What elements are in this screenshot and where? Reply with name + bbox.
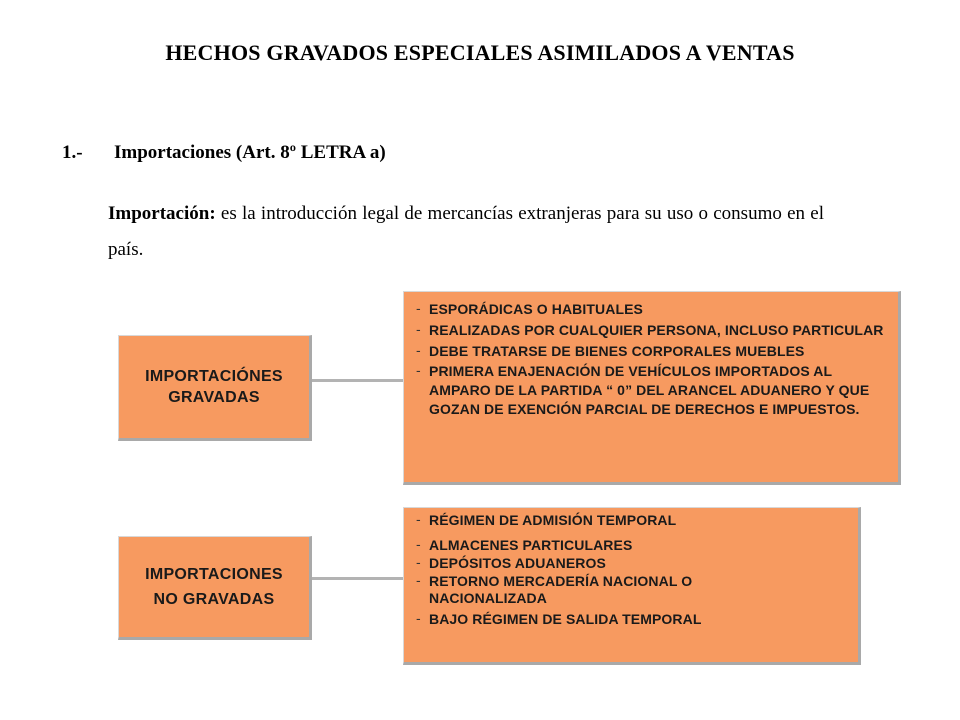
list-item: - ALMACENES PARTICULARES bbox=[414, 537, 844, 554]
section-number: 1.- bbox=[62, 142, 83, 163]
list-item: - RETORNO MERCADERÍA NACIONAL O NACIONALIZADA bbox=[414, 573, 759, 607]
definition-paragraph bbox=[108, 196, 824, 268]
gravadas-list bbox=[414, 301, 884, 419]
no-gravadas-list-box bbox=[403, 507, 861, 665]
no-gravadas-label: IMPORTACIONES NO GRAVADAS bbox=[145, 566, 283, 608]
definition-term: Importación: bbox=[108, 203, 216, 224]
no-gravadas-label-box bbox=[118, 536, 312, 640]
page-title: HECHOS GRAVADOS ESPECIALES ASIMILADOS A VENTAS bbox=[165, 40, 795, 65]
list-item: - REALIZADAS POR CUALQUIER PERSONA, INCLUSO PARTICULAR bbox=[414, 322, 884, 339]
list-item: - PRIMERA ENAJENACIÓN DE VEHÍCULOS IMPORTADOS AL AMPARO DE LA PARTIDA “ 0” DEL ARANCEL ADUANERO Y QUE GOZAN DE EXENCIÓN PARCIAL DE DERECHOS E IMPUESTOS. bbox=[414, 362, 884, 419]
list-item: - RÉGIMEN DE ADMISIÓN TEMPORAL bbox=[414, 512, 844, 529]
gravadas-list-box bbox=[403, 291, 901, 485]
list-item: - BAJO RÉGIMEN DE SALIDA TEMPORAL bbox=[414, 611, 844, 628]
gravadas-label-box bbox=[118, 335, 312, 441]
definition-text: es la introducción legal de mercancías extranjeras para su uso o consumo en el país. bbox=[108, 203, 824, 260]
gravadas-label: IMPORTACIÓNES GRAVADAS bbox=[145, 368, 283, 406]
list-item: - DEBE TRATARSE DE BIENES CORPORALES MUEBLES bbox=[414, 343, 884, 360]
gravadas-connector bbox=[312, 379, 404, 382]
section-heading bbox=[62, 142, 386, 164]
list-item: - DEPÓSITOS ADUANEROS bbox=[414, 555, 844, 572]
no-gravadas-connector bbox=[312, 577, 404, 580]
list-item: - ESPORÁDICAS O HABITUALES bbox=[414, 301, 884, 318]
section-heading-text: Importaciones (Art. 8º LETRA a) bbox=[114, 142, 386, 163]
no-gravadas-list bbox=[414, 512, 844, 628]
